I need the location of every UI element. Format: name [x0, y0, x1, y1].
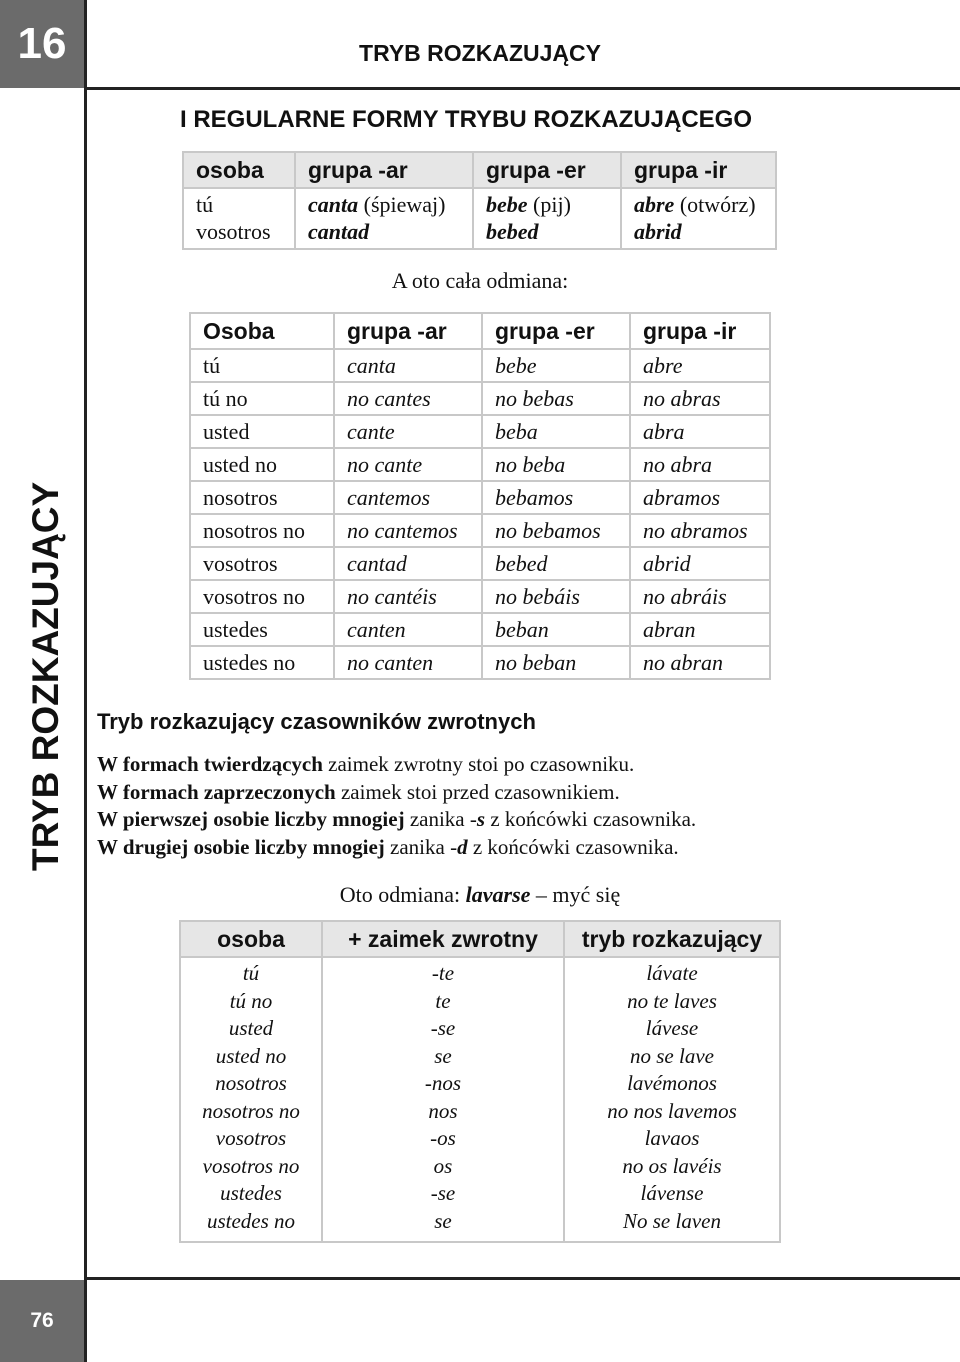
caption: A oto cała odmiana:: [391, 268, 569, 293]
table-cell: abramos: [630, 481, 770, 514]
table-cell: bebe: [482, 349, 630, 382]
table-cell: abrid: [630, 547, 770, 580]
rules-paragraph: [97, 751, 696, 861]
person-label: usted no: [215, 1043, 287, 1068]
side-title: TRYB ROZKAZUJĄCY: [25, 481, 66, 871]
imperative-form: no os lavéis: [622, 1153, 722, 1178]
person-label: vosotros: [196, 219, 271, 244]
table-cell: abre: [630, 349, 770, 382]
person-label: ustedes no: [206, 1208, 296, 1233]
regular-forms-table: [182, 151, 777, 250]
table-cell: [183, 188, 295, 249]
table-cell: no abra: [630, 448, 770, 481]
table-cell: tú no: [190, 382, 334, 415]
rule-bold: W formach twierdzących: [97, 752, 323, 776]
person-label: vosotros: [215, 1126, 287, 1150]
table-cell: vosotros no: [190, 580, 334, 613]
table-cell: no abráis: [630, 580, 770, 613]
table-cell: ustedes no: [190, 646, 334, 679]
person-label: usted: [228, 1016, 274, 1040]
person-label: tú no: [229, 988, 273, 1013]
table-cell: [564, 957, 780, 1242]
pronoun: os: [433, 1153, 453, 1178]
verb-form: cantad: [308, 219, 370, 244]
table-cell: canten: [334, 613, 482, 646]
imperative-form: no te laves: [627, 988, 717, 1013]
rule-bold: W formach zaprzeczonych: [97, 779, 336, 804]
table-cell: abra: [630, 415, 770, 448]
rule-text: zaimek stoi przed czasownikiem.: [335, 779, 620, 804]
pronoun: nos: [428, 1098, 458, 1123]
verb-gloss: (otwórz): [674, 192, 756, 217]
table-header-cell: grupa -ar: [334, 313, 482, 349]
header-divider: [84, 87, 960, 90]
rule-text: zanika -: [384, 834, 458, 859]
person-label: tú: [196, 192, 214, 217]
table-cell: bebamos: [482, 481, 630, 514]
table-cell: [621, 188, 776, 249]
table-cell: no cantéis: [334, 580, 482, 613]
person-label: tú: [242, 961, 260, 985]
caption-verb: lavarse: [465, 882, 531, 907]
pronoun: se: [434, 1043, 452, 1068]
rule-line: [97, 779, 696, 807]
table-header-cell: osoba: [183, 152, 295, 188]
table-row: [190, 646, 770, 679]
table-cell: abran: [630, 613, 770, 646]
table-header-cell: tryb rozkazujący: [564, 921, 780, 957]
pronoun: -se: [430, 1016, 456, 1040]
rule-bold: W drugiej osobie liczby mnogiej: [97, 834, 385, 859]
table-header-cell: grupa -ir: [630, 313, 770, 349]
table-header-cell: osoba: [180, 921, 322, 957]
table-cell: [180, 957, 322, 1242]
table-row: [190, 514, 770, 547]
table-row: [190, 481, 770, 514]
table-cell: no canten: [334, 646, 482, 679]
caption-suffix: – myć się: [530, 882, 621, 907]
table-row: [190, 382, 770, 415]
table-cell: nosotros: [190, 481, 334, 514]
table-cell: ustedes: [190, 613, 334, 646]
rule-line: [97, 834, 696, 862]
person-label: ustedes: [220, 1181, 282, 1205]
pronoun: se: [434, 1208, 452, 1233]
person-label: nosotros: [215, 1071, 287, 1095]
imperative-form: lavaos: [644, 1126, 700, 1150]
table-row: [190, 415, 770, 448]
table-row: [190, 547, 770, 580]
imperative-form: lávense: [640, 1181, 704, 1205]
table-row: [190, 613, 770, 646]
table-header-cell: Osoba: [190, 313, 334, 349]
table-cell: canta: [334, 349, 482, 382]
page-title: TRYB ROZKAZUJĄCY: [359, 40, 601, 66]
pronoun: -se: [430, 1181, 456, 1205]
section-title: I REGULARNE FORMY TRYBU ROZKAZUJĄCEGO: [180, 106, 753, 133]
pronoun: -nos: [424, 1071, 462, 1095]
verb-form: canta: [308, 192, 359, 217]
imperative-form: lávese: [645, 1016, 699, 1040]
table-header-cell: grupa -er: [482, 313, 630, 349]
table-row: [190, 580, 770, 613]
person-label: vosotros no: [202, 1153, 300, 1178]
rule-ending: s: [476, 807, 486, 831]
table-cell: no beban: [482, 646, 630, 679]
table-cell: [295, 188, 473, 249]
table-cell: no cantemos: [334, 514, 482, 547]
imperative-form: no se lave: [630, 1043, 714, 1068]
table-header-row: [190, 313, 770, 349]
table-cell: beban: [482, 613, 630, 646]
table-row: [183, 188, 776, 249]
table-row: [190, 448, 770, 481]
table-cell: no bebas: [482, 382, 630, 415]
rule-bold: W pierwszej osobie liczby mnogiej: [97, 807, 405, 831]
table-cell: [322, 957, 564, 1242]
page-number: 76: [0, 1280, 84, 1362]
table-header-row: [180, 921, 780, 957]
table-cell: no abramos: [630, 514, 770, 547]
table-row: [180, 957, 780, 1242]
table-cell: beba: [482, 415, 630, 448]
sidebar: [0, 0, 84, 1362]
verb-form: abrid: [634, 219, 682, 244]
vertical-divider: [84, 0, 87, 1362]
table-cell: no cante: [334, 448, 482, 481]
table-cell: usted no: [190, 448, 334, 481]
rule-text: zaimek zwrotny stoi po czasowniku.: [322, 752, 635, 776]
rule-text: z końcówki czasownika.: [467, 834, 679, 859]
table-cell: no beba: [482, 448, 630, 481]
verb-form: bebed: [486, 219, 539, 244]
rule-ending: d: [457, 834, 468, 859]
table-cell: cantad: [334, 547, 482, 580]
table-header-cell: grupa -ir: [621, 152, 776, 188]
caption-prefix: Oto odmiana:: [339, 882, 466, 907]
table-header-cell: + zaimek zwrotny: [322, 921, 564, 957]
table-header-row: [183, 152, 776, 188]
verb-form: abre: [634, 192, 675, 217]
table-cell: cantemos: [334, 481, 482, 514]
table-cell: [473, 188, 621, 249]
footer-divider: [84, 1277, 960, 1280]
table-cell: no bebamos: [482, 514, 630, 547]
subsection-title: Tryb rozkazujący czasowników zwrotnych: [97, 709, 536, 734]
table-cell: bebed: [482, 547, 630, 580]
reflexive-table: [179, 920, 781, 1243]
caption: [87, 882, 873, 908]
imperative-form: lavémonos: [627, 1071, 717, 1095]
table-cell: no abran: [630, 646, 770, 679]
rule-text: zanika -: [404, 807, 477, 831]
table-cell: cante: [334, 415, 482, 448]
table-header-cell: grupa -er: [473, 152, 621, 188]
rule-text: z końcówki czasownika.: [485, 807, 697, 831]
person-label: nosotros no: [202, 1098, 300, 1123]
pronoun: -os: [430, 1126, 456, 1150]
chapter-number: 16: [0, 0, 84, 88]
table-cell: nosotros no: [190, 514, 334, 547]
full-conjugation-table: [189, 312, 771, 680]
rule-line: [97, 806, 696, 834]
pronoun: -te: [431, 961, 455, 985]
imperative-form: no nos lavemos: [607, 1098, 737, 1123]
pronoun: te: [435, 988, 451, 1013]
table-cell: tú: [190, 349, 334, 382]
rule-line: [97, 751, 696, 779]
table-cell: no cantes: [334, 382, 482, 415]
table-row: [190, 349, 770, 382]
table-cell: usted: [190, 415, 334, 448]
verb-gloss: (pij): [527, 192, 571, 217]
table-cell: no bebáis: [482, 580, 630, 613]
verb-gloss: (śpiewaj): [358, 192, 446, 217]
imperative-form: No se laven: [623, 1208, 721, 1233]
verb-form: bebe: [486, 192, 528, 217]
table-cell: no abras: [630, 382, 770, 415]
table-header-cell: grupa -ar: [295, 152, 473, 188]
imperative-form: lávate: [646, 961, 698, 985]
table-cell: vosotros: [190, 547, 334, 580]
